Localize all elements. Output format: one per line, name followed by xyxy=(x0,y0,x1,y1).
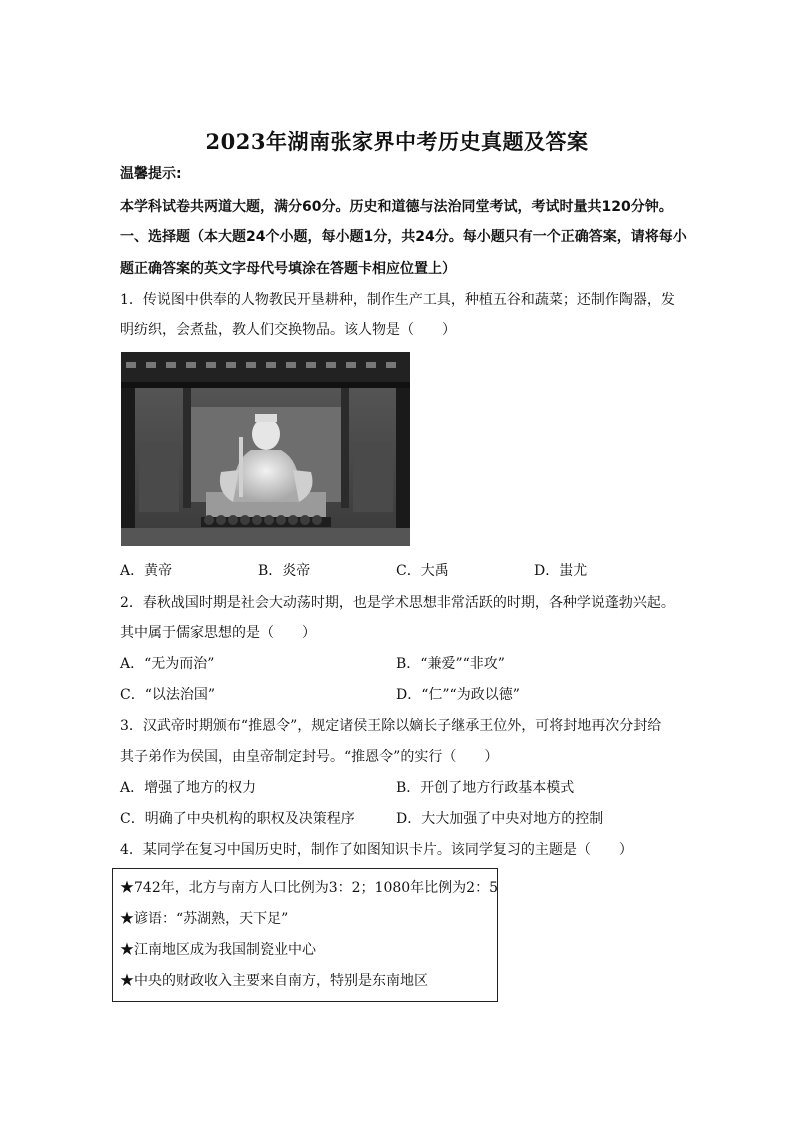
card-item: ★谚语：“苏湖熟，天下足” xyxy=(120,911,289,927)
q1-line2: 明纺织，会煮盐，教人们交换物品。该人物是（ ） xyxy=(120,322,456,338)
card-item: ★742年，北方与南方人口比例为3：2；1080年比例为2：5 xyxy=(120,880,498,896)
q2-option-b: B．“兼爱”“非攻” xyxy=(396,656,505,672)
card-item: ★江南地区成为我国制瓷业中心 xyxy=(120,942,316,958)
tips-heading: 温馨提示: xyxy=(120,166,182,182)
q2-line1: 2．春秋战国时期是社会大动荡时期，也是学术思想非常活跃的时期，各种学说蓬勃兴起。 xyxy=(120,595,675,611)
q3-option-b: B．开创了地方行政基本模式 xyxy=(396,780,575,796)
section1-line1: 一、选择题（本大题24个小题，每小题1分，共24分。每小题只有一个正确答案，请将每小 xyxy=(120,229,687,245)
card-item: ★中央的财政收入主要来自南方，特别是东南地区 xyxy=(120,973,428,989)
q1-option-b: B．炎帝 xyxy=(258,563,311,579)
q1-line1: 1．传说图中供奉的人物教民开垦耕种，制作生产工具，种植五谷和蔬菜；还制作陶器，发 xyxy=(120,292,675,308)
q3-option-c: C．明确了中央机构的职权及决策程序 xyxy=(120,811,355,827)
tips-text: 本学科试卷共两道大题，满分60分。历史和道德与法治同堂考试，考试时量共120分钟。 xyxy=(120,199,673,215)
q2-option-a: A．“无为而治” xyxy=(120,656,215,672)
q2-line2: 其中属于儒家思想的是（ ） xyxy=(120,625,316,641)
q1-option-c: C．大禹 xyxy=(396,563,449,579)
q3-line2: 其子弟作为侯国，由皇帝制定封号。“推恩令”的实行（ ） xyxy=(120,749,499,765)
q3-option-a: A．增强了地方的权力 xyxy=(120,780,257,796)
statue-photo-illustration xyxy=(121,352,410,546)
q4-line1: 4．某同学在复习中国历史时，制作了如图知识卡片。该同学复习的主题是（ ） xyxy=(120,842,633,858)
section1-line2: 题正确答案的英文字母代号填涂在答题卡相应位置上） xyxy=(120,261,456,277)
q3-line1: 3．汉武帝时期颁布“推恩令”，规定诸侯王除以嫡长子继承王位外，可将封地再次分封给 xyxy=(120,718,662,734)
q1-option-a: A．黄帝 xyxy=(120,563,173,579)
knowledge-card xyxy=(112,868,498,1002)
q2-option-d: D．“仁”“为政以德” xyxy=(396,687,520,703)
q1-option-d: D．蚩尤 xyxy=(534,563,588,579)
page-title: 2023年湖南张家界中考历史真题及答案 xyxy=(205,129,589,154)
statue-photo xyxy=(121,352,410,546)
q2-option-c: C．“以法治国” xyxy=(120,687,216,703)
q3-option-d: D．大大加强了中央对地方的控制 xyxy=(396,811,604,827)
